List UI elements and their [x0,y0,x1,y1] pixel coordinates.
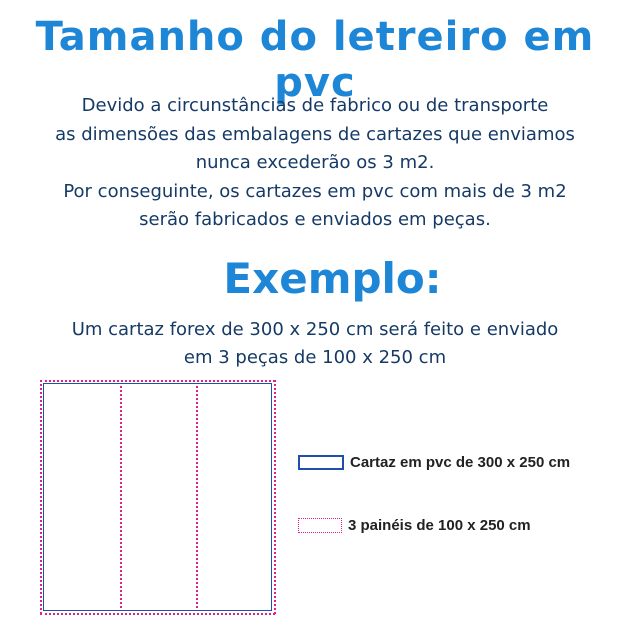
legend-item-sign [298,454,570,471]
example-line: Um cartaz forex de 300 x 250 cm será feito e enviado [71,319,559,340]
example-heading: Exemplo: [223,254,442,303]
example-description [0,316,630,372]
panel-outline-bottom [40,613,275,615]
dotted-line-swatch [298,518,342,533]
legend-label: 3 painéis de 100 x 250 cm [348,517,531,534]
intro-paragraph [0,92,630,235]
panel-divider-2 [196,386,198,608]
panel-outline-top [40,380,275,382]
example-line: em 3 peças de 100 x 250 cm [183,347,447,368]
panel-outline-left [40,380,42,614]
panel-outline-right [274,380,276,614]
intro-line: serão fabricados e enviados em peças. [139,209,491,230]
intro-line: as dimensões das embalagens de cartazes que enviamos [55,123,575,145]
pvc-sign-outline [43,383,272,611]
intro-line: Devido a circunstâncias de fabrico ou de transporte [81,95,549,116]
intro-line: nunca excederão os 3 m2. [195,152,435,173]
legend-label: Cartaz em pvc de 300 x 250 cm [350,454,571,471]
panel-divider-1 [120,386,122,608]
solid-line-swatch [298,455,344,470]
legend-item-panels [298,517,531,534]
page-title: Tamanho do letreiro em pvc [35,14,595,106]
intro-line: Por conseguinte, os cartazes em pvc com mais de 3 m2 [63,180,567,202]
